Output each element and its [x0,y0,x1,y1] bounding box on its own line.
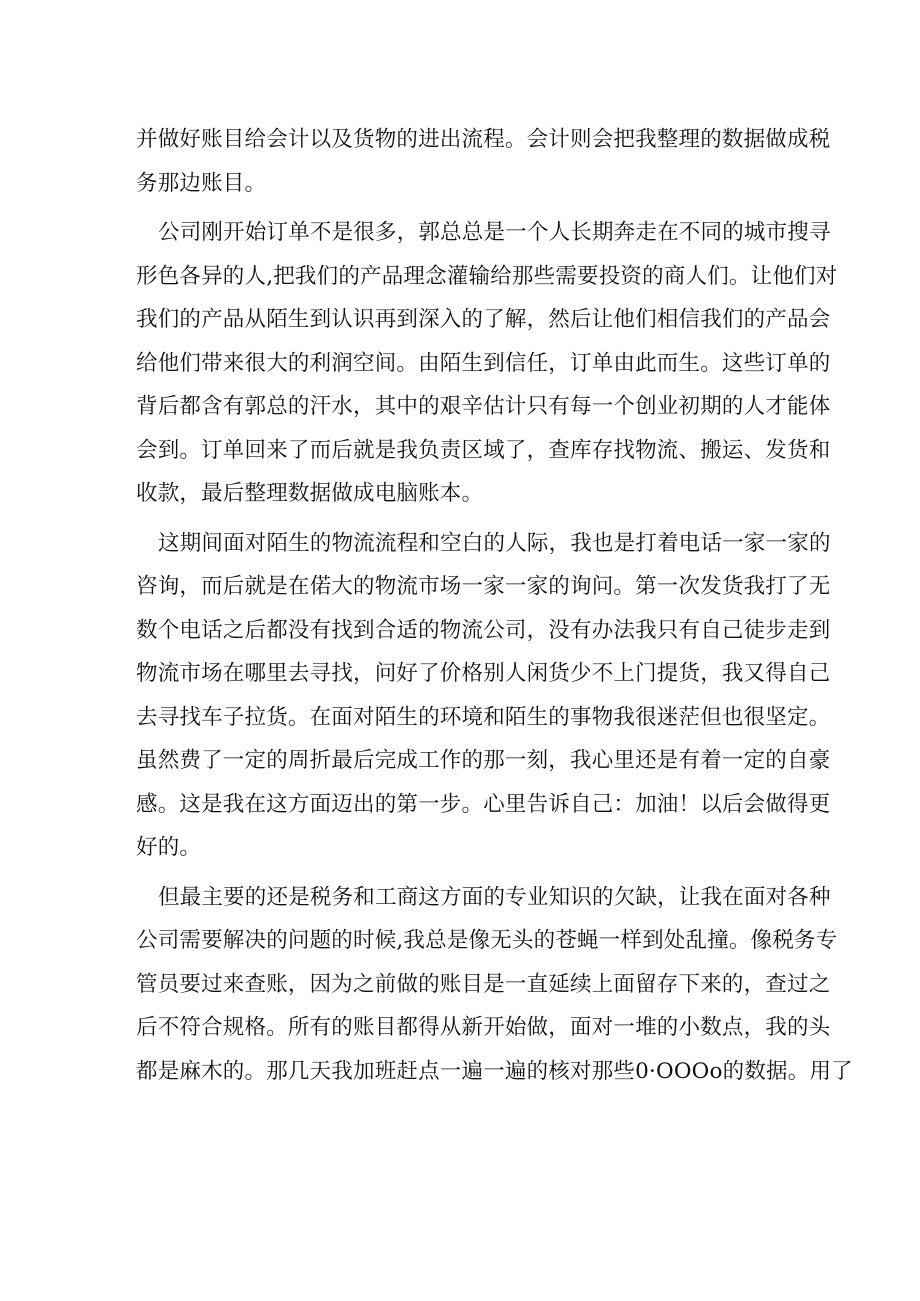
paragraph-1 [136,118,831,205]
text-line: 收款，最后整理数据做成电脑账本。 [136,481,484,506]
text-line: 务那边账目。 [136,170,267,196]
paragraph-2 [136,211,838,516]
text-line: 公司需要解决的问题的时候,我总是像无头的苍蝇一样到处乱撞。像税务专 [136,928,838,953]
text-line: 后不符合规格。所有的账目都得从新开始做，面对一堆的小数点，我的头 [136,1015,831,1040]
text-line: 物流市场在哪里去寻找，问好了价格别人闲货少不上门提货，我又得自己 [136,661,831,686]
text-line: 虽然费了一定的周折最后完成工作的那一刻，我心里还是有着一定的自豪 [136,748,831,773]
paragraph-3 [136,522,831,870]
text-line: 这期间面对陌生的物流流程和空白的人际，我也是打着电话一家一家的 [158,530,831,556]
text-line: 管员要过来查账，因为之前做的账目是一直延续上面留存下来的，查过之 [136,971,831,997]
text-line: 背后都含有郭总的汗水，其中的艰辛估计只有每一个创业初期的人才能体 [136,394,831,419]
text-line: 并做好账目给会计以及货物的进出流程。会计则会把我整理的数据做成税 [136,127,831,152]
text-line: 形色各异的人,把我们的产品理念灌输给那些需要投资的商人们。让他们对 [136,263,838,289]
text-line: 会到。订单回来了而后就是我负责区域了，查库存找物流、搬运、发货和 [136,437,831,463]
text-line: 咨询，而后就是在偌大的物流市场一家一家的询问。第一次发货我打了无 [136,574,831,599]
text-line: 都是麻木的。那几天我加班赶点一遍一遍的核对那些0·OOOo的数据。用了 [136,1058,853,1084]
text-line: 但最主要的还是税务和工商这方面的专业知识的欠缺，让我在面对各种 [158,884,831,910]
document-body [136,118,853,1099]
text-line: 去寻找车子拉货。在面对陌生的环境和陌生的事物我很迷茫但也很坚定。 [136,704,831,730]
text-line: 给他们带来很大的利润空间。由陌生到信任，订单由此而生。这些订单的 [136,350,831,376]
text-line: 感。这是我在这方面迈出的第一步。心里告诉自己：加油！以后会做得更 [136,791,831,817]
paragraph-4 [136,876,853,1094]
text-line: 我们的产品从陌生到认识再到深入的了解，然后让他们相信我们的产品会 [136,307,831,332]
text-line: 好的。 [136,835,202,860]
text-line: 公司刚开始订单不是很多，郭总总是一个人长期奔走在不同的城市搜寻 [158,220,831,245]
text-line: 数个电话之后都没有找到合适的物流公司，没有办法我只有自己徒步走到 [136,617,831,643]
